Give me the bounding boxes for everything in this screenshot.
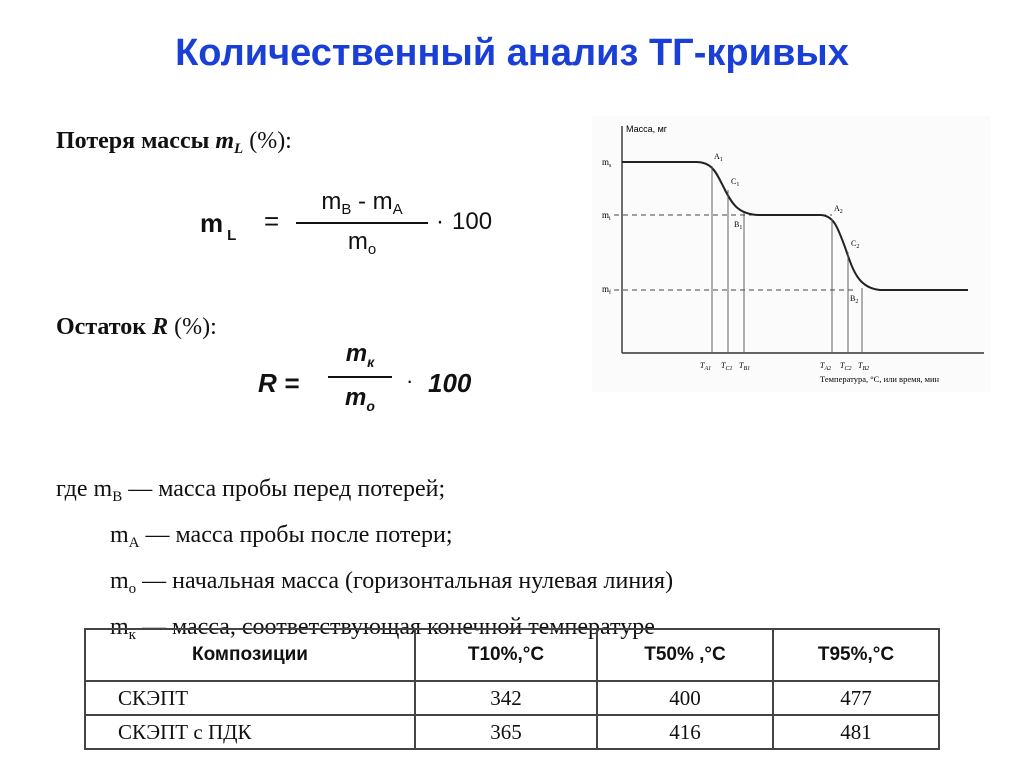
cell-t10: 365 (415, 715, 597, 749)
residue-formula (258, 340, 498, 432)
residue-var: R (152, 314, 169, 340)
residue-label (56, 314, 217, 341)
tick-tc1: $T_{C1}$ (721, 361, 733, 372)
definition-row: $m_A$ — масса пробы после потери; (110, 522, 453, 551)
y-axis-label: Масса, мг (626, 124, 668, 134)
fraction-bar (296, 222, 428, 224)
residue-formula-factor: 100 (428, 368, 472, 398)
header-t10: T10%,°C (415, 629, 597, 681)
x-axis-label: Температура, °С, или время, мин (820, 374, 940, 384)
mass-loss-formula (200, 188, 530, 260)
point-b2: $B_2$ (850, 294, 859, 305)
tick-ta1: $T_{A1}$ (700, 361, 712, 372)
residue-numerator: $m_к$ (345, 340, 375, 370)
formula-factor: 100 (452, 208, 493, 235)
diagram-background (592, 116, 990, 392)
formula-dot: · (436, 208, 444, 235)
table-header-row (85, 629, 939, 681)
table-row (85, 681, 939, 715)
tick-tb1: $T_{B1}$ (739, 361, 751, 372)
definition-row: $m_к$ — масса, соответствующая конечной температуре (110, 614, 655, 643)
formula-equals: = (264, 206, 280, 236)
cell-composition: СКЭПТ с ПДК (85, 715, 415, 749)
residue-denominator: $m_o$ (345, 384, 375, 414)
point-c1: $C_1$ (731, 177, 740, 188)
mass-loss-label-suffix: (%): (243, 128, 292, 154)
definition-row: $m_o$ — начальная масса (горизонтальная нулевая линия) (110, 568, 674, 597)
residue-fraction-bar (328, 376, 392, 378)
residue-fraction (328, 340, 392, 414)
table-row (85, 715, 939, 749)
slide-title: Количественный анализ ТГ-кривых (175, 32, 849, 74)
composition-table (84, 628, 940, 750)
mass-loss-var: m (215, 128, 235, 154)
residue-label-text: Остаток (56, 314, 153, 340)
residue-formula-lhs: R = (258, 368, 300, 398)
formula-numerator: $m_B - m_A$ (321, 188, 403, 218)
residue-formula-dot: · (406, 368, 414, 393)
mass-loss-label (56, 128, 292, 158)
definition-row: где $m_B$ — масса пробы перед потерей; (56, 476, 446, 505)
header-t50: T50% ,°C (597, 629, 773, 681)
mass-loss-var-sub: L (234, 141, 244, 157)
point-a2: $A_2$ (834, 204, 843, 215)
mass-loss-label-text: Потеря массы (56, 128, 216, 154)
tick-tc2: $T_{C2}$ (840, 361, 852, 372)
point-a1: $A_1$ (714, 152, 723, 163)
header-t95: T95%,°C (773, 629, 939, 681)
cell-t10: 342 (415, 681, 597, 715)
tg-curve-diagram (592, 116, 990, 392)
formula-fraction (296, 188, 428, 258)
cell-t50: 400 (597, 681, 773, 715)
cell-composition: СКЭПТ (85, 681, 415, 715)
level-mi-label: $m_i$ (602, 210, 611, 222)
level-mf-label: $m_f$ (602, 284, 612, 296)
formula-denominator: $m_o$ (347, 228, 377, 258)
point-b1: $B_1$ (734, 220, 743, 231)
point-c2: $C_2$ (851, 239, 860, 250)
residue-label-suffix: (%): (168, 314, 217, 340)
header-composition: Композиции (85, 629, 415, 681)
tick-ta2: $T_{A2}$ (820, 361, 832, 372)
level-ms-label: $m_s$ (602, 157, 612, 169)
cell-t50: 416 (597, 715, 773, 749)
cell-t95: 481 (773, 715, 939, 749)
definitions-list (56, 470, 673, 654)
cell-t95: 477 (773, 681, 939, 715)
tick-tb2: $T_{B2}$ (858, 361, 870, 372)
formula-lhs: m $_L$ (200, 208, 237, 244)
